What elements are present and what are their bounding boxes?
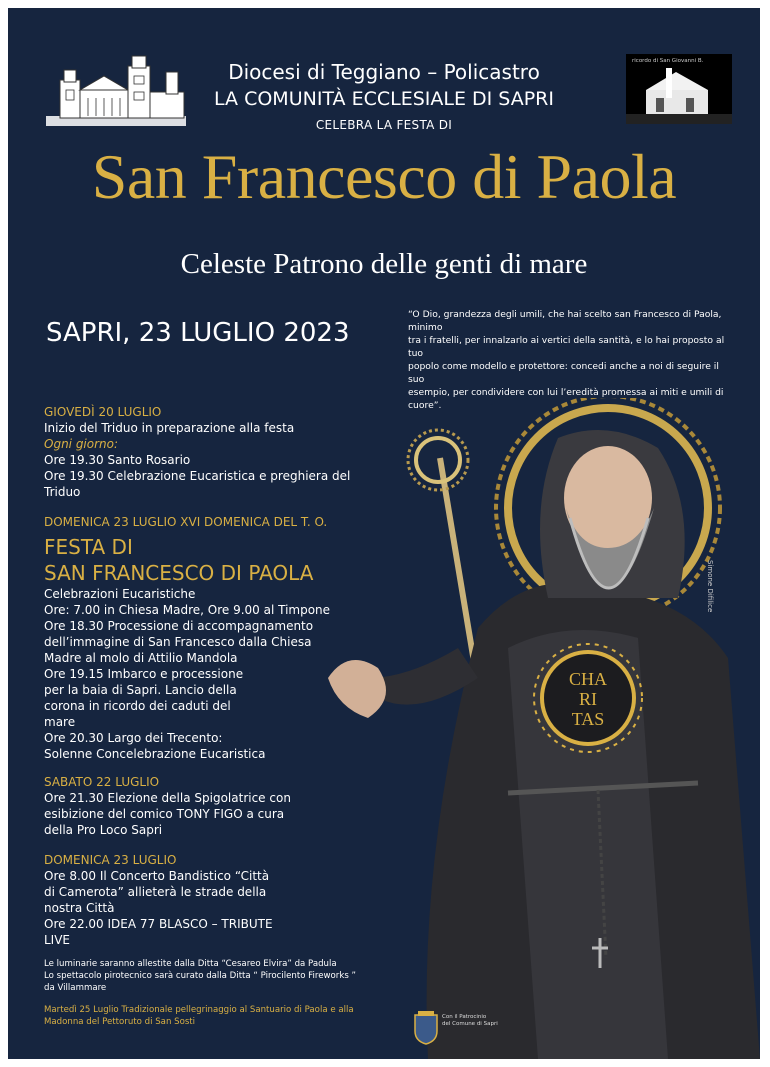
program-line: Ore 19.30 Celebrazione Eucaristica e preghiera del: [44, 469, 351, 483]
patrocinio-line: del Comune di Sapri: [442, 1021, 498, 1027]
festa-title-line2: SAN FRANCESCO DI PAOLA: [44, 561, 314, 585]
festa-title-line1: FESTA DI: [44, 535, 133, 559]
photo-credit: Simone Difilice: [706, 560, 714, 613]
program-domenica: [44, 852, 273, 948]
sabato-heading: SABATO 22 LUGLIO: [44, 775, 160, 789]
pilgrimage-note: [44, 1004, 354, 1028]
event-date: SAPRI, 23 LUGLIO 2023: [46, 318, 350, 348]
charitas-line1: CHA: [568, 669, 608, 689]
pilgrimage-line: Martedì 25 Luglio Tradizionale pellegrinaggio al Santuario di Paola e alla: [44, 1005, 354, 1015]
notes-block: [44, 958, 356, 994]
program-line: di Camerota” allieterà le strade della: [44, 885, 267, 899]
program-line: Ore 18.30 Processione di accompagnamento: [44, 619, 314, 633]
quote-line: “O Dio, grandezza degli umili, che hai scelto san Francesco di Paola, minimo: [408, 309, 722, 333]
domenica-heading: DOMENICA 23 LUGLIO: [44, 853, 177, 867]
note-line: Lo spettacolo pirotecnico sarà curato dalla Ditta “ Pirocilento Fireworks ”: [44, 971, 356, 981]
program-line: Ore 21.30 Elezione della Spigolatrice con: [44, 791, 291, 805]
pilgrimage-line: Madonna del Pettoruto di San Sosti: [44, 1017, 196, 1027]
charitas-line3: TAS: [571, 709, 605, 729]
diocese-heading: Diocesi di Teggiano – Policastro: [228, 60, 540, 84]
program-domenica-festa: [44, 514, 330, 762]
note-line: da Villammare: [44, 983, 107, 993]
program-line: Solenne Concelebrazione Eucaristica: [44, 747, 266, 761]
program-line: Ore 19.15 Imbarco e processione: [44, 667, 244, 681]
prayer-quote: [408, 308, 738, 412]
program-line: esibizione del comico TONY FIGO a cura: [44, 807, 285, 821]
quote-line: tra i fratelli, per innalzarlo ai vertici della santità, e lo hai proposto al tuo: [408, 335, 725, 359]
saint-statue-image: [308, 398, 760, 1059]
charitas-line2: RI: [579, 689, 597, 709]
community-heading: LA COMUNITÀ ECCLESIALE DI SAPRI: [214, 88, 554, 110]
saint-title: San Francesco di Paola: [91, 141, 677, 212]
quote-line: esempio, per condividere con lui l’eredità promessa ai miti e umili di cuore”.: [408, 387, 724, 411]
giovedi-heading: GIOVEDÌ 20 LUGLIO: [44, 405, 162, 419]
program-line: LIVE: [44, 933, 71, 947]
program-line: Madre al molo di Attilio Mandola: [44, 651, 238, 665]
program-line: Triduo: [44, 485, 81, 499]
program-line: Ore 8.00 Il Concerto Bandistico “Città: [44, 869, 270, 883]
program-sabato: [44, 774, 291, 838]
patron-subtitle: Celeste Patrono delle genti di mare: [180, 248, 588, 280]
program-line: Ore 19.30 Santo Rosario: [44, 453, 191, 467]
program-line: Ore 20.30 Largo dei Trecento:: [44, 731, 223, 745]
patrocinio-text: [442, 1014, 502, 1028]
note-line: Le luminarie saranno allestite dalla Ditta “Cesareo Elvira” da Padula: [44, 959, 337, 969]
comune-emblem-icon: [412, 1011, 440, 1045]
program-line: mare: [44, 715, 76, 729]
program-giovedi: [44, 404, 350, 500]
celebration-heading: CELEBRA LA FESTA DI: [315, 118, 453, 132]
program-line: per la baia di Sapri. Lancio della: [44, 683, 237, 697]
program-line: corona in ricordo dei caduti del: [44, 699, 231, 713]
program-line: Ore: 7.00 in Chiesa Madre, Ore 9.00 al Timpone: [44, 603, 331, 617]
program-line: dell’immagine di San Francesco dalla Chiesa: [44, 635, 312, 649]
giovedi-intro: Inizio del Triduo in preparazione alla festa: [44, 421, 295, 435]
patrocinio-line: Con il Patrocinio: [442, 1014, 487, 1020]
program-line: Ore 22.00 IDEA 77 BLASCO – TRIBUTE: [44, 917, 273, 931]
program-line: della Pro Loco Sapri: [44, 823, 163, 837]
program-line: Celebrazioni Eucaristiche: [44, 587, 196, 601]
poster: [8, 8, 760, 1059]
domenica-festa-heading: DOMENICA 23 LUGLIO XVI DOMENICA DEL T. O.: [44, 515, 328, 529]
quote-line: popolo come modello e protettore: concedi anche a noi di seguire il suo: [408, 361, 719, 385]
ogni-giorno-label: Ogni giorno:: [44, 437, 119, 451]
church-photo-caption: ricordo di San Giovanni B.: [632, 58, 704, 64]
program-line: nostra Città: [44, 901, 115, 915]
